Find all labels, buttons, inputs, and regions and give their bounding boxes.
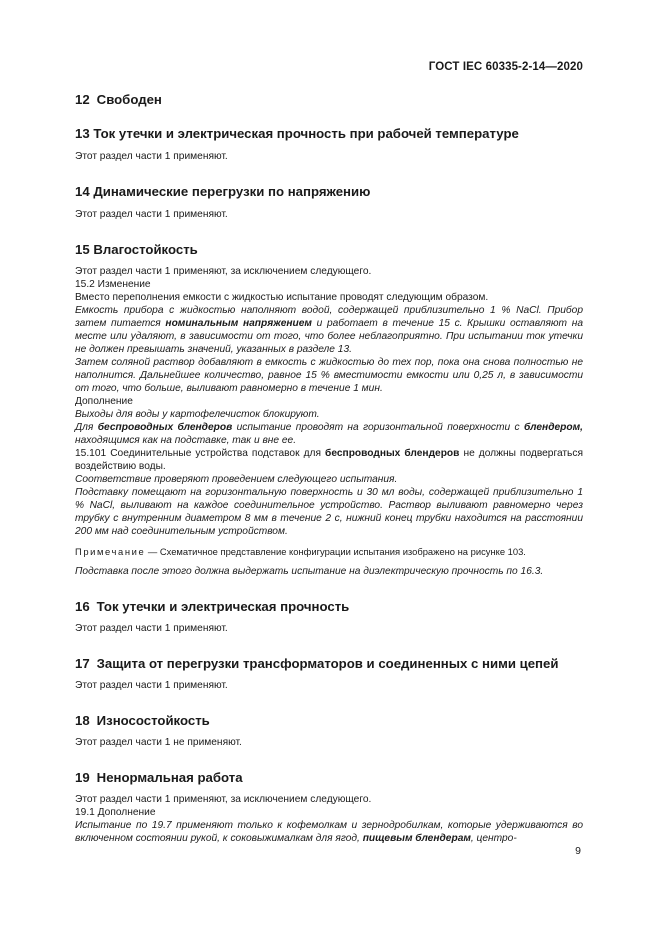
section-15-heading (75, 241, 583, 259)
section-title: Износостойкость (96, 713, 210, 728)
paragraph: Вместо переполнения емкости с жидкостью испытание проводят следующим образом. (75, 292, 489, 303)
section-title: Динамические перегрузки по напряжению (93, 184, 371, 199)
paragraph: Выходы для воды у картофелечисток блокируют. (75, 409, 320, 420)
section-title: Свободен (96, 92, 162, 107)
text-run: Емкость прибора с жидкостью наполняют водой, содержащей приблизительно 1 % NaCl. Прибор затем питается (75, 305, 583, 329)
defined-term: беспроводных блендеров (325, 448, 460, 459)
text-run: не должны подвергаться воздействию воды. (75, 448, 583, 472)
text-run: и работает в течение 15 с. Крышки оставляют на месте или удаляют, в зависимости от того, что более неблагоприятно. При испытании ток утечки не должен превышать значений, указанных в разделе 13. (75, 318, 583, 355)
text-run: находящимся как на подставке, так и вне ее. (75, 435, 297, 446)
section-16-text: Этот раздел части 1 применяют. (75, 623, 228, 634)
text-run: 15.101 Соединительные устройства подставок для (75, 448, 326, 459)
note-text: — Схематичное представление конфигурации испытания изображено на рисунке 103. (145, 546, 526, 557)
section-17-text: Этот раздел части 1 применяют. (75, 680, 228, 691)
addition-label: Дополнение (75, 396, 133, 407)
text-run: Для (75, 422, 98, 433)
section-19-heading (75, 769, 583, 787)
paragraph (75, 447, 583, 473)
section-15-intro: Этот раздел части 1 применяют, за исключением следующего. (75, 266, 372, 277)
paragraph: Подставка после этого должна выдержать испытание на диэлектрическую прочность по 16.3. (75, 566, 544, 577)
defined-term: пищевым блендерам (362, 833, 471, 844)
section-number: 15 (75, 242, 90, 257)
section-13-text: Этот раздел части 1 применяют. (75, 151, 228, 162)
section-title: Защита от перегрузки трансформаторов и соединенных с ними цепей (96, 656, 559, 671)
section-number: 17 (75, 656, 90, 671)
paragraph: Соответствие проверяют проведением следующего испытания. (75, 474, 398, 485)
page-content (75, 91, 583, 845)
section-19-intro: Этот раздел части 1 применяют, за исключением следующего. (75, 794, 372, 805)
section-title: Влагостойкость (93, 242, 198, 257)
paragraph (75, 819, 583, 845)
text-run: , центро- (470, 833, 517, 844)
defined-term: беспроводных блендеров (97, 422, 233, 433)
paragraph: Затем соляной раствор добавляют в емкость с жидкостью до тех пор, пока она снова полностью не наполнится. Дальнейшее количество, равное 15 % вместимости емкости или 0,25 л, в зависимости от того, что больше, выливают равномерно в течение 1 мин. (75, 357, 583, 394)
defined-term: номинальным напряжением (165, 318, 312, 329)
section-number: 16 (75, 599, 90, 614)
page-number: 9 (575, 845, 581, 857)
standard-header: ГОСТ IEC 60335-2-14—2020 (428, 61, 583, 73)
paragraph (75, 304, 583, 356)
paragraph (75, 421, 583, 447)
subsection-15-2: 15.2 Изменение (75, 279, 151, 290)
section-number: 13 (75, 126, 90, 141)
text-run: испытание проводят на горизонтальной поверхности с (232, 422, 524, 433)
section-number: 18 (75, 713, 90, 728)
note-label: Примечание (75, 546, 146, 557)
section-title: Ток утечки и электрическая прочность (96, 599, 350, 614)
section-14-heading (75, 183, 583, 201)
paragraph: Подставку помещают на горизонтальную поверхность и 30 мл воды, содержащей приблизительно 1 % NaCl, выливают на каждое соединительное устройство. Раствор выливают равномерно через трубку с внутренним диаметром 8 мм в течение 2 с, нижний конец трубки находится на расстоянии 200 мм над соединительным устройством. (75, 487, 583, 537)
section-14-text: Этот раздел части 1 применяют. (75, 209, 228, 220)
defined-term: блендером, (524, 422, 583, 433)
note (75, 545, 583, 558)
section-13-heading (75, 125, 583, 143)
text-run: Испытание по 19.7 применяют только к кофемолкам и зернодробилкам, которые удерживаются во включенном состоянии рукой, к соковыжималкам для ягод, (75, 820, 583, 844)
section-17-heading (75, 655, 583, 673)
section-title: Ненормальная работа (96, 770, 243, 785)
section-18-text: Этот раздел части 1 не применяют. (75, 737, 242, 748)
section-number: 19 (75, 770, 90, 785)
section-number: 14 (75, 184, 90, 199)
section-number: 12 (75, 92, 90, 107)
section-16-heading (75, 598, 583, 616)
section-12-heading (75, 91, 583, 109)
section-title: Ток утечки и электрическая прочность при рабочей температуре (93, 126, 519, 141)
subsection-19-1: 19.1 Дополнение (75, 807, 156, 818)
section-18-heading (75, 712, 583, 730)
